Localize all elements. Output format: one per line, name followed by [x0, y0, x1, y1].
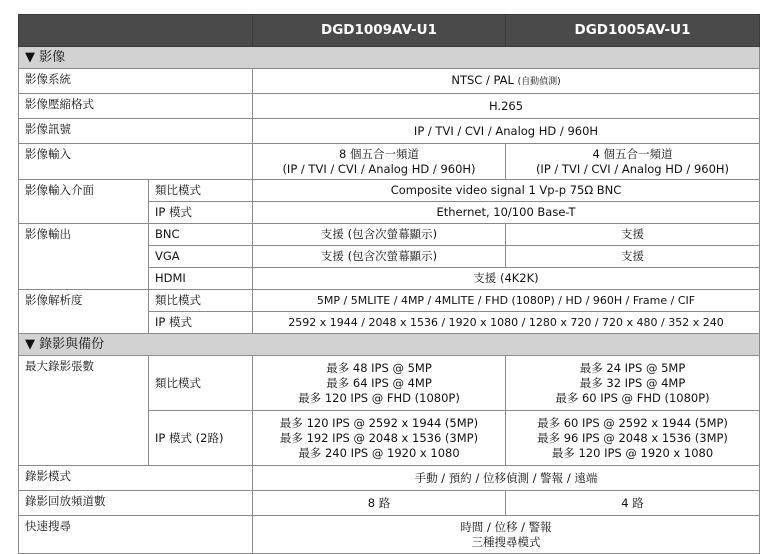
quick-search-line1: 時間 / 位移 / 警報 [460, 519, 552, 534]
record-mode-label: 錄影模式 [19, 466, 253, 491]
video-system-row [19, 69, 760, 94]
video-output-hdmi-label: HDMI [149, 268, 253, 290]
video-input-row [19, 144, 760, 180]
section-record-row [19, 334, 760, 356]
section-video-title: ▼ 影像 [19, 47, 760, 69]
max-record-ip-b-1: 最多 60 IPS @ 2592 x 1944 (5MP) [537, 415, 728, 430]
input-interface-analog-label: 類比模式 [149, 180, 253, 202]
video-compression-value: H.265 [253, 94, 760, 119]
input-interface-ip-value: Ethernet, 10/100 Base-T [253, 202, 760, 224]
max-record-analog-row [19, 356, 760, 411]
video-input-b-line2: (IP / TVI / CVI / Analog HD / 960H) [535, 161, 730, 176]
spec-table [18, 14, 760, 554]
header-blank-cell [19, 15, 253, 47]
video-system-value [253, 69, 760, 94]
max-record-ip-b-2: 最多 96 IPS @ 2048 x 1536 (3MP) [537, 430, 728, 445]
video-input-b [506, 144, 760, 180]
playback-channels-a: 8 路 [253, 491, 506, 516]
max-record-ip-a-2: 最多 192 IPS @ 2048 x 1536 (3MP) [279, 430, 479, 445]
max-record-label: 最大錄影張數 [19, 356, 149, 466]
max-record-analog-a-3: 最多 120 IPS @ FHD (1080P) [298, 390, 460, 405]
model-a-header: DGD1009AV-U1 [253, 15, 506, 47]
max-record-analog-label: 類比模式 [149, 356, 253, 411]
video-signal-value: IP / TVI / CVI / Analog HD / 960H [253, 119, 760, 144]
video-signal-label: 影像訊號 [19, 119, 253, 144]
max-record-analog-b-2: 最多 32 IPS @ 4MP [579, 375, 686, 390]
input-interface-analog-row [19, 180, 760, 202]
video-input-a-line2: (IP / TVI / CVI / Analog HD / 960H) [282, 161, 476, 176]
max-record-ip-b-3: 最多 120 IPS @ 1920 x 1080 [551, 445, 714, 460]
video-output-vga-a: 支援 (包含次螢幕顯示) [253, 246, 506, 268]
video-signal-row [19, 119, 760, 144]
video-input-a-line1: 8 個五合一頻道 [339, 146, 419, 161]
video-system-main: NTSC / PAL [451, 72, 514, 87]
max-record-ip-a-3: 最多 240 IPS @ 1920 x 1080 [298, 445, 460, 460]
video-output-label: 影像輸出 [19, 224, 149, 290]
max-record-analog-a-1: 最多 48 IPS @ 5MP [326, 360, 432, 375]
video-compression-row [19, 94, 760, 119]
section-video-row [19, 47, 760, 69]
video-input-label: 影像輸入 [19, 144, 253, 180]
input-interface-analog-value: Composite video signal 1 Vp-p 75Ω BNC [253, 180, 760, 202]
section-record-title: ▼ 錄影與備份 [19, 334, 760, 356]
video-input-a [253, 144, 506, 180]
spec-table-container [18, 14, 759, 554]
video-output-vga-b: 支援 [506, 246, 760, 268]
max-record-analog-a-2: 最多 64 IPS @ 4MP [326, 375, 432, 390]
max-record-analog-b-3: 最多 60 IPS @ FHD (1080P) [555, 390, 710, 405]
resolution-analog-row [19, 290, 760, 312]
video-output-bnc-label: BNC [149, 224, 253, 246]
video-output-bnc-b: 支援 [506, 224, 760, 246]
record-mode-row [19, 466, 760, 491]
input-interface-ip-label: IP 模式 [149, 202, 253, 224]
max-record-analog-b-1: 最多 24 IPS @ 5MP [579, 360, 686, 375]
resolution-analog-value: 5MP / 5MLITE / 4MP / 4MLITE / FHD (1080P) / HD / 960H / Frame / CIF [253, 290, 760, 312]
quick-search-row [19, 516, 760, 554]
video-output-bnc-row [19, 224, 760, 246]
max-record-analog-b [506, 356, 760, 411]
playback-channels-label: 錄影回放頻道數 [19, 491, 253, 516]
quick-search-label: 快速搜尋 [19, 516, 253, 554]
quick-search-line2: 三種搜尋模式 [471, 534, 541, 549]
input-interface-label: 影像輸入介面 [19, 180, 149, 224]
max-record-ip-label: IP 模式 (2路) [149, 411, 253, 466]
max-record-analog-a [253, 356, 506, 411]
playback-channels-row [19, 491, 760, 516]
video-input-b-line1: 4 個五合一頻道 [592, 146, 673, 161]
video-compression-label: 影像壓縮格式 [19, 94, 253, 119]
video-system-label: 影像系統 [19, 69, 253, 94]
record-mode-value: 手動 / 預約 / 位移偵測 / 警報 / 遠端 [253, 466, 760, 491]
playback-channels-b: 4 路 [506, 491, 760, 516]
max-record-ip-a [253, 411, 506, 466]
resolution-ip-value: 2592 x 1944 / 2048 x 1536 / 1920 x 1080 / 1280 x 720 / 720 x 480 / 352 x 240 [253, 312, 760, 334]
max-record-ip-b [506, 411, 760, 466]
quick-search-value [253, 516, 760, 554]
model-b-header: DGD1005AV-U1 [506, 15, 760, 47]
max-record-ip-a-1: 最多 120 IPS @ 2592 x 1944 (5MP) [279, 415, 479, 430]
resolution-label: 影像解析度 [19, 290, 149, 334]
resolution-ip-label: IP 模式 [149, 312, 253, 334]
header-row [19, 15, 760, 47]
video-output-bnc-a: 支援 (包含次螢幕顯示) [253, 224, 506, 246]
video-output-vga-label: VGA [149, 246, 253, 268]
video-output-hdmi-value: 支援 (4K2K) [253, 268, 760, 290]
video-system-note: (自動偵測) [517, 76, 561, 87]
resolution-analog-label: 類比模式 [149, 290, 253, 312]
